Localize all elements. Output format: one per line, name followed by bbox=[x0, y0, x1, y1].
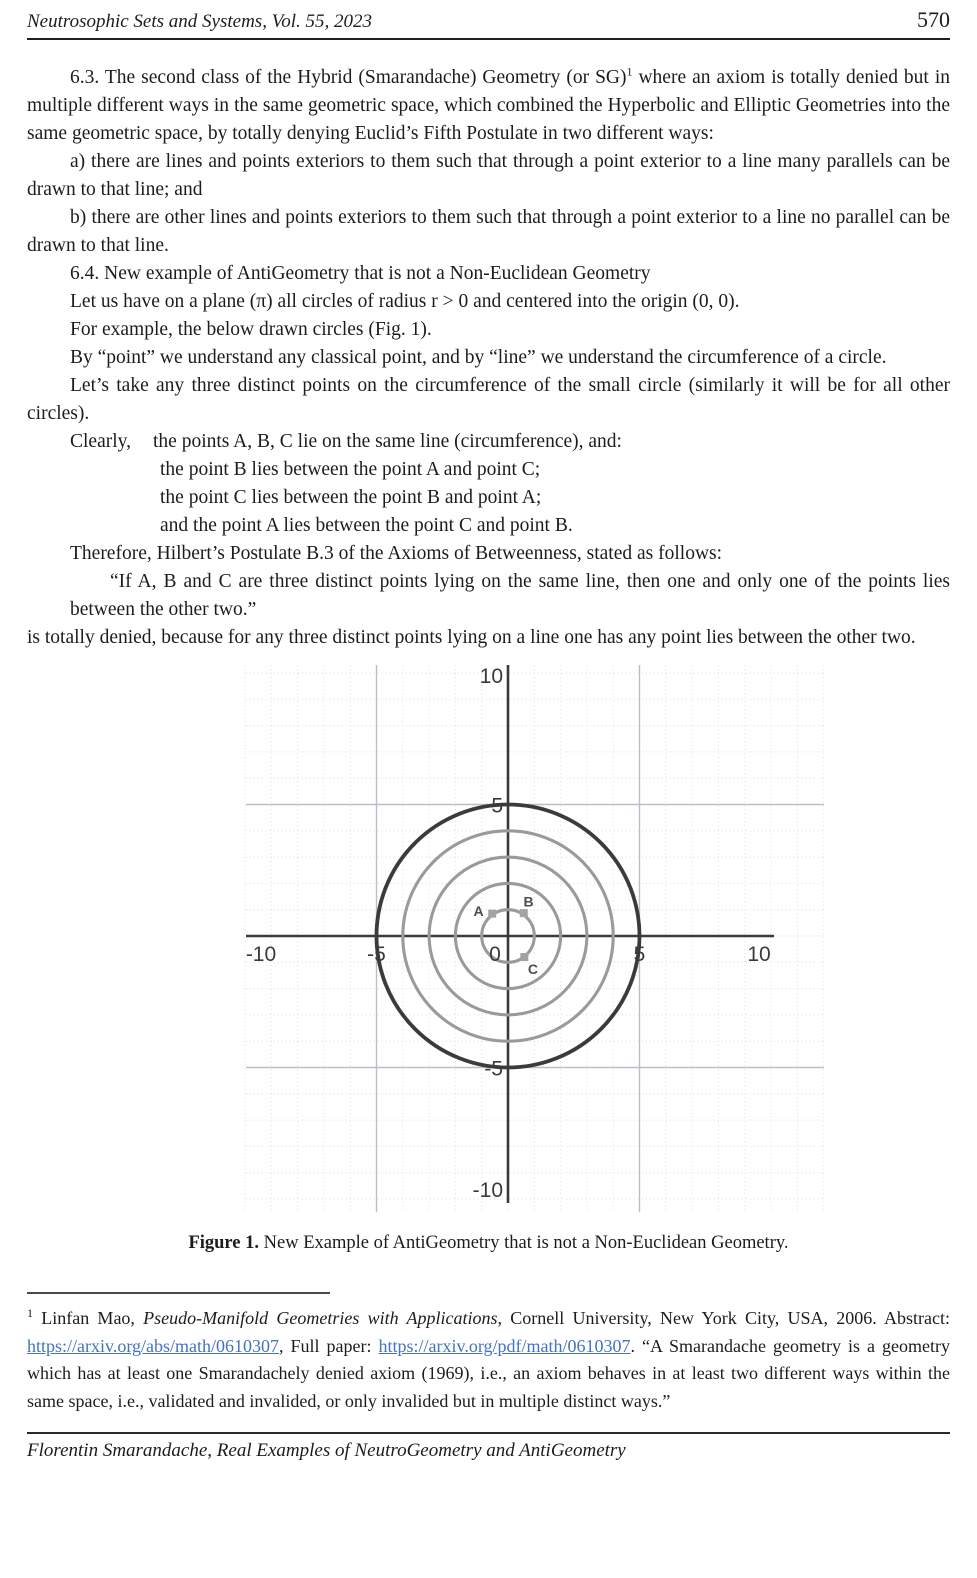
footnote-text-3: , Full paper: bbox=[278, 1335, 379, 1356]
footnote-1 bbox=[27, 1305, 950, 1415]
footnote-text-4: . “A Smarandache geometry is a geometry which has at least one Smarandachely denied axiom (1969), i.e., an axiom behaves in at least two different ways within the same space, i.e., validated and invalided, or only invalided but in multiple distinct ways.” bbox=[27, 1335, 950, 1411]
footnote-text-2: , Cornell University, New York City, USA, 2006. Abstract: bbox=[497, 1308, 950, 1328]
paragraph-6-3-rest: where an axiom is totally denied but in multiple different ways in the same geometric space, which combined the Hyperbolic and Elliptic Geometries into the same geometric space, by totally denying Euclid’s Fifth Postulate in two different ways: bbox=[27, 67, 950, 144]
figure-caption bbox=[27, 1230, 950, 1256]
journal-title: Neutrosophic Sets and Systems, Vol. 55, 2023 bbox=[27, 11, 372, 32]
paragraph-b: b) there are other lines and points exteriors to them such that through a point exterior to a line no parallel can be drawn to that line. bbox=[27, 207, 950, 256]
header bbox=[0, 0, 977, 33]
footnote-marker-sup: 1 bbox=[626, 64, 633, 79]
point-C-label: C bbox=[527, 960, 539, 977]
x-tick-label--5: -5 bbox=[367, 943, 386, 966]
x-tick-label--10: -10 bbox=[245, 943, 277, 966]
x-tick-label-0: 0 bbox=[489, 943, 501, 966]
paragraph-for-example: For example, the below drawn circles (Fig. 1). bbox=[70, 319, 432, 340]
betweenness-line: the point C lies between the point B and point A; bbox=[160, 487, 542, 508]
x-tick-label-10: 10 bbox=[747, 943, 771, 966]
footer-citation: Florentin Smarandache, Real Examples of NeutroGeometry and AntiGeometry bbox=[27, 1440, 626, 1462]
figure-caption-label: Figure 1. bbox=[188, 1233, 260, 1253]
y-tick-label-5: 5 bbox=[491, 794, 503, 818]
paragraph-denied: is totally denied, because for any three distinct points lying on a line one has any point lies between the other two. bbox=[27, 627, 916, 648]
y-tick-label--5: -5 bbox=[484, 1057, 503, 1081]
paragraph-by-point: By “point” we understand any classical point, and by “line” we understand the circumference of a circle. bbox=[70, 347, 887, 368]
page-number: 570 bbox=[917, 7, 950, 32]
point-B-marker bbox=[520, 909, 528, 917]
y-tick-label-10: 10 bbox=[479, 665, 503, 688]
figure-caption-text: New Example of AntiGeometry that is not a Non-Euclidean Geometry. bbox=[259, 1233, 789, 1253]
figure-1-plot bbox=[212, 658, 832, 1220]
content bbox=[0, 64, 977, 1415]
paragraph-therefore: Therefore, Hilbert’s Postulate B.3 of the Axioms of Betweenness, stated as follows: bbox=[70, 543, 723, 564]
clearly-text: the points A, B, C lie on the same line (circumference), and: bbox=[153, 431, 622, 452]
footnote-text-1: Linfan Mao, bbox=[33, 1308, 144, 1328]
blockquote-hilbert: “If A, B and C are three distinct points lying on the same line, then one and only one of the points lies between the other two.” bbox=[70, 571, 950, 620]
figure-1 bbox=[27, 658, 950, 1222]
heading-6-4: 6.4. New example of AntiGeometry that is not a Non-Euclidean Geometry bbox=[70, 263, 651, 284]
header-rule bbox=[27, 38, 950, 40]
arxiv-abstract-link[interactable]: https://arxiv.org/abs/math/0610307 bbox=[27, 1335, 279, 1356]
y-tick-label--10: -10 bbox=[472, 1179, 503, 1202]
paragraph-6-3-text: 6.3. The second class of the Hybrid (Smarandache) Geometry (or SG) bbox=[70, 67, 627, 88]
point-B-label: B bbox=[523, 893, 534, 910]
footer bbox=[0, 1434, 977, 1462]
point-C-marker bbox=[520, 953, 528, 961]
paragraph-a: a) there are lines and points exteriors to them such that through a point exterior to a line many parallels can be drawn to that line; and bbox=[27, 151, 950, 200]
point-A-label: A bbox=[473, 903, 484, 920]
betweenness-line: and the point A lies between the point C and point B. bbox=[160, 515, 573, 536]
body-text bbox=[27, 64, 950, 652]
point-A-marker bbox=[488, 910, 496, 918]
clearly-label: Clearly, bbox=[70, 431, 132, 452]
paragraph-plane: Let us have on a plane (π) all circles of radius r > 0 and centered into the origin (0, 0). bbox=[70, 291, 740, 312]
footnote-divider bbox=[27, 1292, 330, 1294]
footnote-book-title: Pseudo-Manifold Geometries with Applications bbox=[143, 1308, 498, 1328]
paragraph-lets-take: Let’s take any three distinct points on the circumference of the small circle (similarly it will be for all other circles). bbox=[27, 375, 950, 424]
betweenness-line: the point B lies between the point A and point C; bbox=[160, 459, 541, 480]
paragraph-clearly bbox=[27, 428, 950, 456]
paragraph-6-3 bbox=[27, 64, 950, 148]
footnote-number: 1 bbox=[27, 1306, 33, 1320]
x-tick-label-5: 5 bbox=[633, 943, 646, 966]
arxiv-pdf-link[interactable]: https://arxiv.org/pdf/math/0610307 bbox=[378, 1335, 631, 1356]
